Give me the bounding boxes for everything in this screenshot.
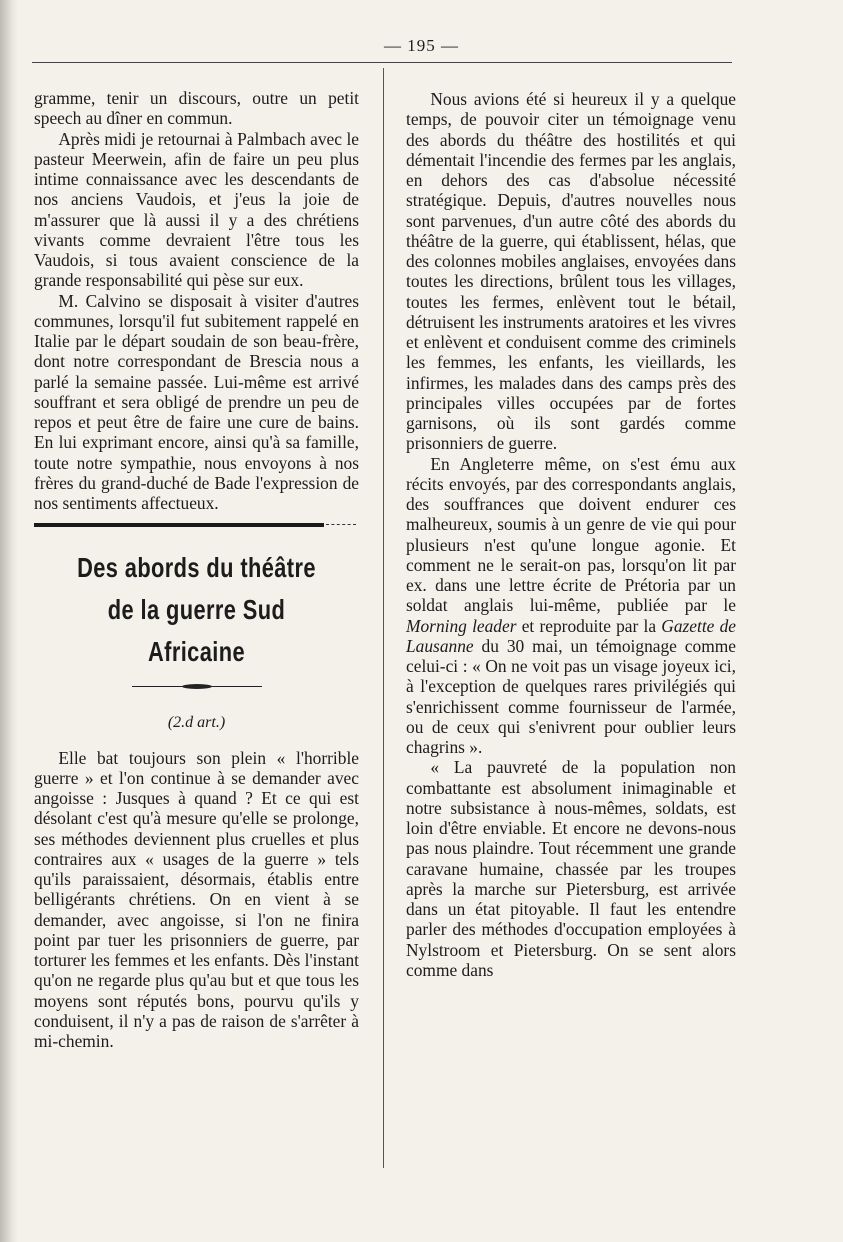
column-divider bbox=[383, 68, 384, 1168]
paragraph-palmbach: Après midi je retournai à Palmbach avec le pasteur Meerwein, afin de faire un peu plus intime connaissance avec les descendants de nos anciens Vaudois, et j'eus la joie de m'assurer que là aussi il y a des chrétiens vivants comme devraient l'être tous les Vaudois, si tous avaient conscience de la grande responsabilité qui pèse sur eux. bbox=[34, 128, 359, 291]
paragraph-temoignage: Nous avions été si heureux il y a quelque temps, de pouvoir citer un témoignage venu des abords du théâtre des hostilités et qui démentait l'incendie des fermes par les anglais, en dehors des cas d'absolue nécessité stratégique. Depuis, d'autres nouvelles nous sont parvenues, d'un autre côté des abords du théâtre de la guerre, qui établissent, hélas, que des colonnes mobiles anglaises, envoyées dans toutes les directions, brûlent tous les villages, toutes les fermes, enlèvent tout le bétail, détruisent les instruments aratoires et les vivres et enlèvent et conduisent comme des criminels les femmes, les enfants, les vieillards, les infirmes, les malades dans des camps près des principales villes occupées par de fortes garnisons, où ils sont gardés comme prisonniers de guerre. bbox=[406, 89, 736, 454]
ornament-divider bbox=[132, 683, 262, 691]
paragraph-continued: gramme, tenir un discours, outre un petit speech au dîner en commun. bbox=[34, 88, 359, 129]
thick-rule bbox=[34, 523, 324, 527]
left-column bbox=[34, 88, 359, 1051]
newspaper-name: Morning leader bbox=[406, 615, 517, 636]
article-title-line-2: de la guerre Sud Africaine bbox=[107, 594, 286, 668]
article-title-line-1: Des abords du théâtre bbox=[77, 552, 316, 584]
text-run: du 30 mai, un témoignage comme celui-ci : « On ne voit pas un visage joyeux ici, à l'exception de quelques rares privilégiés qui s'enrichissent comme fournisseur de l'armée, ou de ceux qui s'enivrent pour oublier leurs chagrins ». bbox=[406, 635, 736, 757]
paragraph-angleterre bbox=[406, 454, 736, 758]
text-run: et reproduite par la bbox=[516, 615, 662, 636]
article-paragraph-1: Elle bat toujours son plein « l'horrible guerre » et l'on continue à se demander avec angoisse : Jusques à quand ? Et ce qui est désolant c'est qu'à mesure qu'elle se prolonge, ses méthodes deviennent plus cruelles et plus contraires aux « usages de la guerre » tels qu'ils paraissaient, désormais, établis entre belligérants chrétiens. On en vient à se demander, avec angoisse, si l'on ne finira point par tuer les prisonniers de guerre, par torturer les femmes et les enfants. Dès l'instant qu'on ne regarde plus qu'au but et que tous les moyens sont réputés bons, pourvu qu'ils y conduisent, il n'y a pas de raison de s'arrêter à mi-chemin. bbox=[34, 747, 359, 1051]
text-run: En Angleterre même, on s'est ému aux récits envoyés, par des correspondants anglais, des souffrances que doivent endurer ces malheureux, soumis à un genre de vie qui pour plusieurs n'est qu'une longue agonie. Et comment ne le serait-on pas, lorsqu'on lit par ex. dans une lettre écrite de Prétoria par un soldat anglais lui-même, publiée par le bbox=[406, 453, 736, 616]
header-rule bbox=[32, 62, 732, 63]
page-edge-shadow bbox=[0, 0, 18, 1242]
paragraph-calvino: M. Calvino se disposait à visiter d'autres communes, lorsqu'il fut subitement rappelé en Italie par le départ soudain de son beau-frère, dont notre correspondant de Brescia nous a parlé la semaine passée. Lui-même est arrivé souffrant et sera obligé de prendre un peu de repos et peut être de faire une cure de bains. En lui exprimant encore, ainsi qu'à sa famille, toute notre sympathie, nous envoyons à nos frères du grand-duché de Bade l'expression de nos sentiments affectueux. bbox=[34, 290, 359, 513]
article-part-label: (2.d art.) bbox=[167, 714, 226, 732]
section-separator bbox=[34, 523, 359, 525]
newspaper-name: Gazette de Lausanne bbox=[406, 615, 736, 656]
article-title bbox=[70, 547, 324, 673]
paragraph-pauvrete: « La pauvreté de la population non combattante est absolument inimaginable et notre subsistance à nous-mêmes, soldats, est loin d'être enviable. Et encore ne devons-nous pas nous plaindre. Tout récemment une grande caravane humaine, chassée par les troupes après la marche sur Pietersburg, est arrivée dans un état pitoyable. Il faut les entendre parler des méthodes d'occupation employées à Nylstroom et Pietersburg. On se sent alors comme dans bbox=[406, 757, 736, 980]
page-number: — 195 — bbox=[384, 36, 459, 55]
right-column bbox=[406, 89, 736, 980]
rule-tail bbox=[326, 524, 356, 525]
